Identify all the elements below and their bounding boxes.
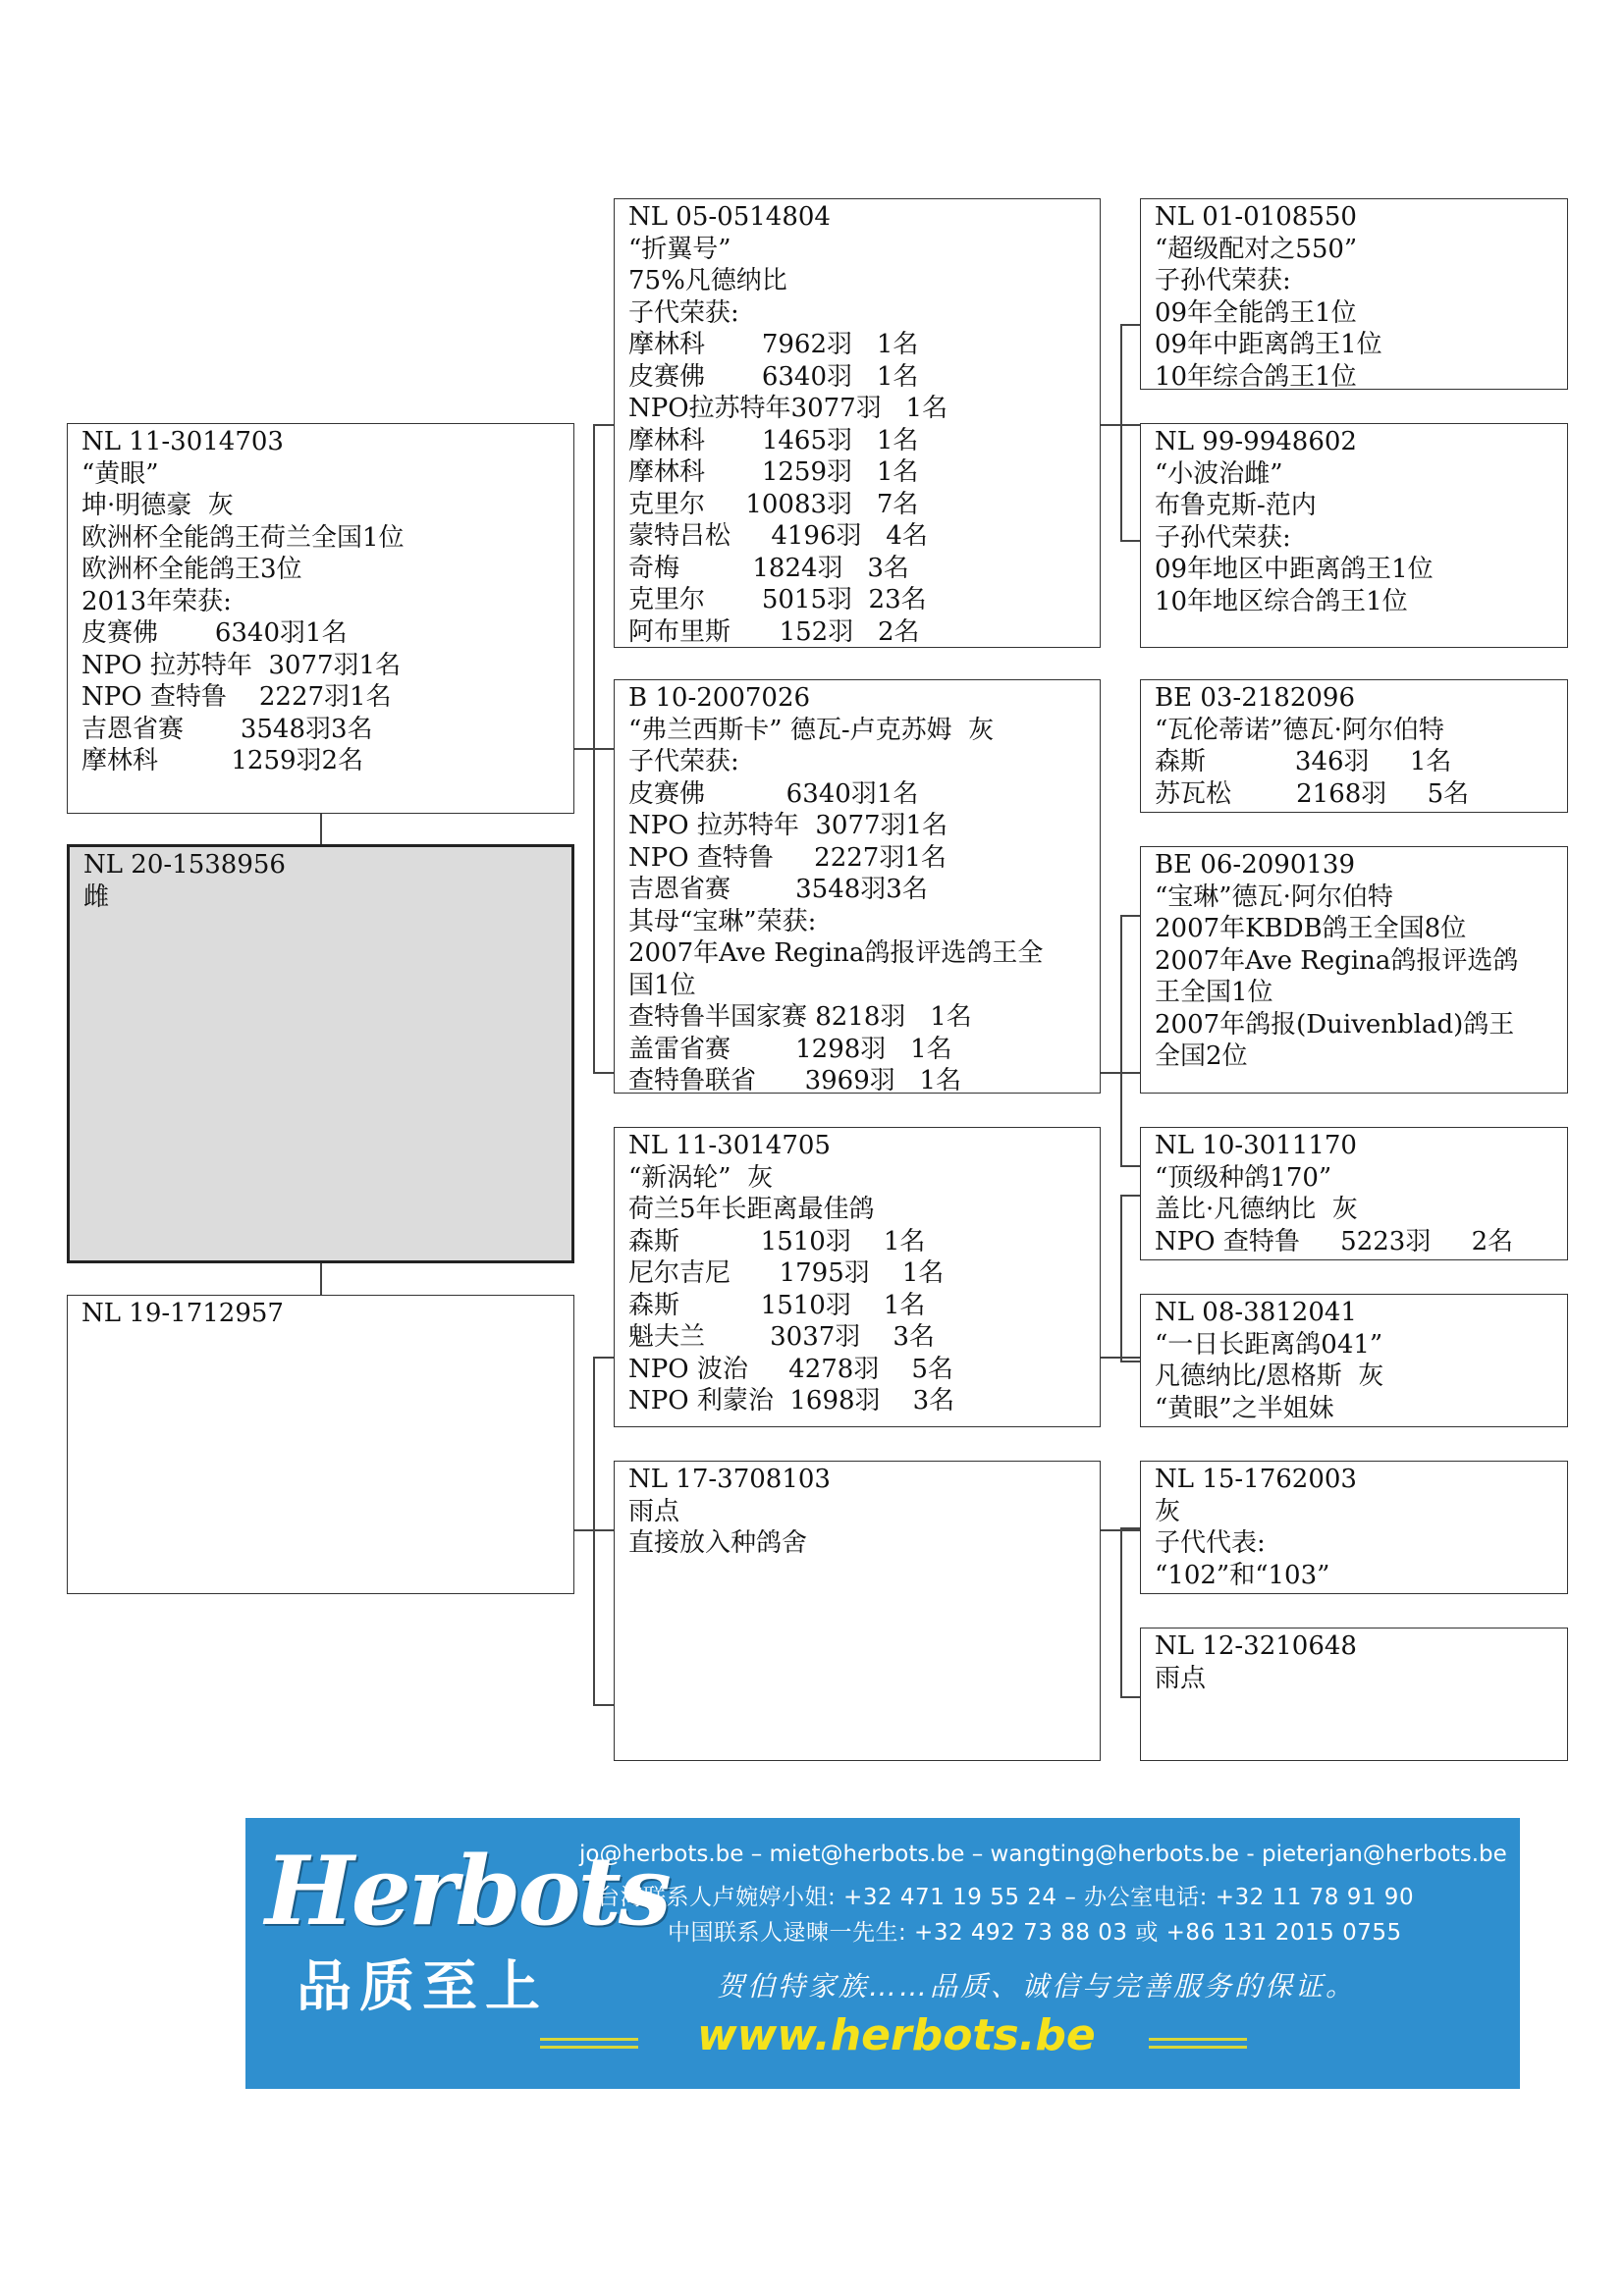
connector	[1120, 915, 1122, 1165]
china-contact: 中国联系人逯暕一先生: +32 492 73 88 03 或 +86 131 2015 0755	[668, 1920, 1402, 1946]
pedigree-line: 2007年Ave Regina鸽报评选鸽	[1155, 945, 1519, 976]
herbots-logo: Herbots	[265, 1836, 669, 1947]
pedigree-line: 子代荣获:	[628, 747, 739, 776]
pedigree-line: 吉恩省赛 3548羽3名	[628, 875, 928, 904]
ring-number: NL 15-1762003	[1155, 1465, 1357, 1494]
pedigree-line: 荷兰5年长距离最佳鸽	[628, 1195, 875, 1224]
pedigree-line: 阿布里斯 152羽 2名	[628, 616, 920, 647]
herbots-banner	[245, 1818, 1520, 2089]
pedigree-line: 09年地区中距离鸽王1位	[1155, 555, 1434, 584]
pedigree-line: 灰	[1155, 1496, 1181, 1526]
pedigree-line: NPO 查特鲁 5223羽 2名	[1155, 1226, 1514, 1256]
ring-number: NL 17-3708103	[628, 1465, 831, 1494]
pedigree-line: 2007年KBDB鸽王全国8位	[1155, 914, 1467, 943]
pedigree-line: 皮赛佛 6340羽1名	[628, 778, 919, 809]
pedigree-line: 雨点	[1155, 1663, 1207, 1693]
pedigree-line: 摩林科 1259羽 1名	[628, 457, 919, 487]
pedigree-line: 雌	[83, 881, 110, 912]
pedigree-line: 摩林科 7962羽 1名	[628, 330, 919, 359]
pedigree-line: NPO 查特鲁 2227羽1名	[81, 682, 392, 712]
connector	[320, 1263, 322, 1295]
dsd-box	[1140, 1294, 1568, 1427]
pedigree-line: 雨点	[628, 1496, 680, 1526]
pedigree-line: 10年综合鸽王1位	[1155, 361, 1357, 390]
pedigree-line: NPO拉苏特年3077羽 1名	[628, 394, 948, 423]
pedigree-line: 其母“宝琳”荣获:	[628, 906, 817, 936]
pedigree-line: NPO 波治 4278羽 5名	[628, 1354, 953, 1384]
subject-box	[67, 844, 574, 1263]
pedigree-line: 魁夫兰 3037羽 3名	[628, 1322, 935, 1352]
pedigree-line: 10年地区综合鸽王1位	[1155, 586, 1408, 616]
connector	[320, 814, 322, 844]
dss-box	[1140, 1127, 1568, 1260]
ring-number: NL 11-3014705	[628, 1131, 831, 1160]
pedigree-line: 蒙特吕松 4196羽 4名	[628, 521, 928, 551]
pedigree-line: “小波治雌”	[1155, 458, 1283, 489]
pedigree-line: “黄眼”之半姐妹	[1155, 1393, 1334, 1423]
pedigree-line: 奇梅 1824羽 3名	[628, 553, 909, 583]
decorative-dash	[1149, 2038, 1247, 2041]
pedigree-line: 2007年Ave Regina鸽报评选鸽王全	[628, 938, 1044, 968]
pedigree-line: 75%凡德纳比	[628, 266, 787, 295]
pedigree-line: 森斯 1510羽 1名	[628, 1290, 926, 1320]
dam-box	[67, 1295, 574, 1594]
pedigree-line: 欧洲杯全能鸽王3位	[81, 555, 302, 584]
connector	[1120, 540, 1140, 542]
pedigree-line: “超级配对之550”	[1155, 234, 1358, 264]
pedigree-line: 子孙代荣获:	[1155, 522, 1291, 553]
pedigree-line: 国1位	[628, 970, 696, 1000]
connector	[1120, 324, 1122, 540]
connector	[593, 424, 614, 426]
connector	[1120, 1696, 1140, 1698]
sds-box	[1140, 679, 1568, 813]
connector	[1120, 915, 1140, 917]
pedigree-line: 查特鲁联省 3969羽 1名	[628, 1066, 962, 1094]
email-list[interactable]: jo@herbots.be – miet@herbots.be – wangting@herbots.be - pieterjan@herbots.be	[579, 1842, 1507, 1867]
pedigree-line: “新涡轮” 灰	[628, 1162, 774, 1193]
pedigree-line: 盖雷省赛 1298羽 1名	[628, 1034, 952, 1064]
ring-number: NL 19-1712957	[81, 1299, 284, 1328]
ssd-box	[1140, 423, 1568, 648]
connector	[1120, 1527, 1140, 1529]
connector	[593, 1357, 595, 1704]
pedigree-line: 克里尔 10083羽 7名	[628, 489, 919, 519]
pedigree-line: 森斯 346羽 1名	[1155, 747, 1452, 776]
pedigree-line: 布鲁克斯-范内	[1155, 491, 1317, 520]
ring-number: NL 05-0514804	[628, 202, 831, 232]
ring-number: NL 20-1538956	[83, 850, 286, 880]
tagline: 贺伯特家族……品质、诚信与完善服务的保证。	[717, 1970, 1357, 2002]
connector	[593, 1704, 614, 1706]
ring-number: NL 08-3812041	[1155, 1298, 1357, 1327]
pedigree-line: 尼尔吉尼 1795羽 1名	[628, 1258, 945, 1288]
pedigree-line: 子代荣获:	[628, 297, 739, 328]
connector	[1120, 1165, 1140, 1167]
connector	[593, 1072, 614, 1074]
pedigree-line: 凡德纳比/恩格斯 灰	[1155, 1362, 1384, 1391]
pedigree-line: 苏瓦松 2168羽 5名	[1155, 778, 1470, 809]
website-link[interactable]: www.herbots.be	[697, 2010, 1096, 2060]
pedigree-line: “102”和“103”	[1155, 1560, 1330, 1590]
ring-number: BE 06-2090139	[1155, 850, 1356, 880]
pedigree-line: 克里尔 5015羽 23名	[628, 585, 927, 614]
decorative-dash	[1149, 2046, 1247, 2049]
pedigree-line: NPO 拉苏特年 3077羽1名	[628, 811, 948, 840]
pedigree-line: 摩林科 1465羽 1名	[628, 425, 919, 455]
taiwan-contact: 台湾联系人卢婉婷小姐: +32 471 19 55 24 – 办公室电话: +32 11 78 91 90	[597, 1885, 1415, 1910]
pedigree-line: 盖比·凡德纳比 灰	[1155, 1195, 1358, 1224]
decorative-dash	[540, 2046, 638, 2049]
connector	[1120, 1195, 1122, 1361]
dam-dam-box	[614, 1461, 1101, 1761]
ddd-box	[1140, 1628, 1568, 1761]
pedigree-line: 09年中距离鸽王1位	[1155, 330, 1382, 359]
sire-box	[67, 423, 574, 814]
connector	[593, 1357, 614, 1359]
sss-box	[1140, 198, 1568, 390]
pedigree-line: 王全国1位	[1155, 978, 1273, 1007]
decorative-dash	[540, 2038, 638, 2041]
pedigree-line: 子孙代荣获:	[1155, 266, 1291, 295]
pedigree-line: NPO 查特鲁 2227羽1名	[628, 842, 947, 873]
dam-sire-box	[614, 1127, 1101, 1427]
pedigree-line: “黄眼”	[81, 458, 159, 489]
pedigree-line: 2013年荣获:	[81, 586, 232, 616]
ring-number: NL 01-0108550	[1155, 202, 1357, 232]
pedigree-line: 皮赛佛 6340羽1名	[81, 618, 348, 648]
dds-box	[1140, 1461, 1568, 1594]
pedigree-line: “一日长距离鸽041”	[1155, 1329, 1383, 1360]
sire-dam-box	[614, 679, 1101, 1094]
pedigree-line: 皮赛佛 6340羽 1名	[628, 361, 919, 392]
ring-number: NL 99-9948602	[1155, 427, 1357, 456]
sire-sire-box	[614, 198, 1101, 648]
ring-number: NL 11-3014703	[81, 427, 284, 456]
connector	[593, 424, 595, 1072]
pedigree-line: 森斯 1510羽 1名	[628, 1226, 926, 1256]
pedigree-line: 摩林科 1259羽2名	[81, 746, 364, 775]
pedigree-line: “宝琳”德瓦·阿尔伯特	[1155, 881, 1393, 912]
sdd-box	[1140, 846, 1568, 1094]
pedigree-line: NPO 拉苏特年 3077羽1名	[81, 650, 402, 680]
pedigree-line: 吉恩省赛 3548羽3名	[81, 714, 373, 744]
connector	[1120, 1527, 1122, 1696]
connector	[1120, 1361, 1140, 1362]
pedigree-line: “折翼号”	[628, 234, 731, 264]
ring-number: NL 12-3210648	[1155, 1631, 1357, 1661]
pedigree-line: 09年全能鸽王1位	[1155, 297, 1357, 328]
pedigree-line: “弗兰西斯卡” 德瓦-卢克苏姆 灰	[628, 715, 995, 745]
ring-number: NL 10-3011170	[1155, 1131, 1357, 1160]
slogan: 品质至上	[297, 1955, 548, 2019]
pedigree-line: 2007年鸽报(Duivenblad)鸽王	[1155, 1009, 1515, 1040]
pedigree-line: “顶级种鸽170”	[1155, 1162, 1332, 1193]
ring-number: BE 03-2182096	[1155, 683, 1356, 713]
pedigree-line: 查特鲁半国家赛 8218羽 1名	[628, 1002, 972, 1032]
pedigree-line: 欧洲杯全能鸽王荷兰全国1位	[81, 522, 405, 553]
pedigree-line: “瓦伦蒂诺”德瓦·阿尔伯特	[1155, 715, 1444, 745]
pedigree-line: 直接放入种鸽舍	[628, 1528, 808, 1558]
pedigree-line: NPO 利蒙治 1698羽 3名	[628, 1386, 955, 1415]
ring-number: B 10-2007026	[628, 683, 811, 713]
connector	[1120, 324, 1140, 326]
connector	[1120, 1195, 1140, 1197]
pedigree-line: 全国2位	[1155, 1041, 1248, 1071]
pedigree-line: 坤·明德豪 灰	[81, 491, 234, 520]
pedigree-line: 子代代表:	[1155, 1528, 1266, 1558]
